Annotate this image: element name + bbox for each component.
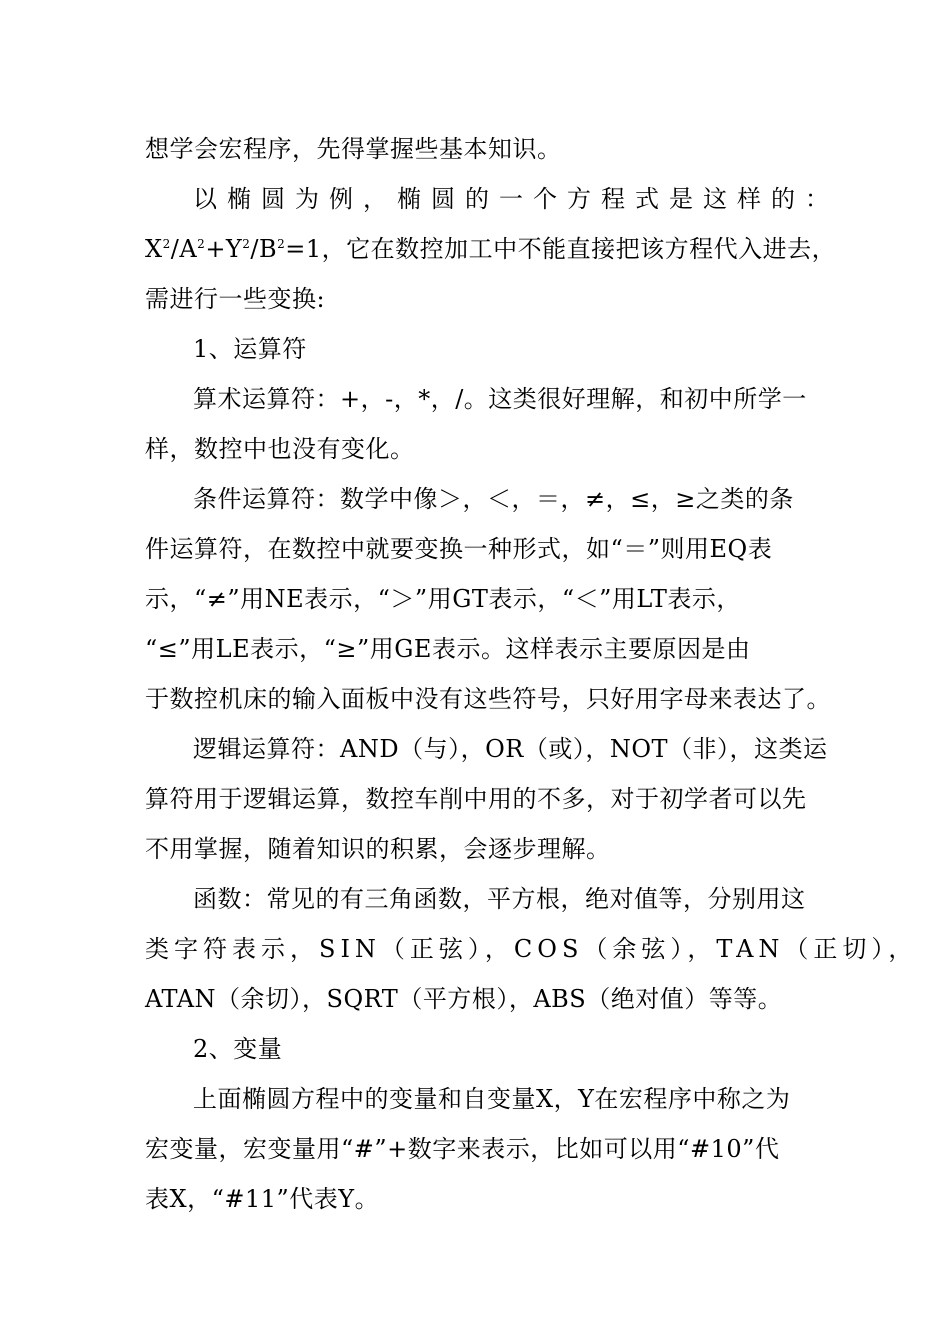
paragraph-line: 不用掌握，随着知识的积累，会逐步理解。 <box>145 835 611 863</box>
section-heading: 2、变量 <box>193 1035 283 1063</box>
paragraph-line: 逻辑运算符：AND（与），OR（或），NOT（非），这类运 <box>193 735 828 763</box>
paragraph-line: 以椭圆为例，椭圆的一个方程式是这样的： <box>193 185 839 213</box>
paragraph-line: “≤”用LE表示，“≥”用GE表示。这样表示主要原因是由 <box>145 635 751 663</box>
equation-a-exponent: 2 <box>197 237 206 251</box>
equation-b-exponent: 2 <box>277 237 286 251</box>
paragraph-line: 示，“≠”用NE表示，“＞”用GT表示，“＜”用LT表示， <box>145 585 741 613</box>
equation-y-exponent: 2 <box>242 237 251 251</box>
section-heading: 1、运算符 <box>193 335 307 363</box>
paragraph-line: 算符用于逻辑运算，数控车削中用的不多，对于初学者可以先 <box>145 785 807 813</box>
paragraph-line: 宏变量，宏变量用“#”+数字来表示，比如可以用“#10”代 <box>145 1135 780 1163</box>
equation-b: B <box>259 235 278 263</box>
paragraph-line: 件运算符，在数控中就要变换一种形式，如“＝”则用EQ表 <box>145 535 773 563</box>
paragraph-line: 算术运算符：+，-，*，/。这类很好理解，和初中所学一 <box>193 385 807 413</box>
equation <box>145 235 322 263</box>
equation-line <box>145 233 836 265</box>
equation-equals: =1 <box>285 235 322 263</box>
paragraph-text: ，它在数控加工中不能直接把该方程代入进去， <box>321 235 837 263</box>
paragraph-line: 想学会宏程序，先得掌握些基本知识。 <box>145 135 562 163</box>
paragraph-line: 函数：常见的有三角函数，平方根，绝对值等，分别用这 <box>193 885 806 913</box>
equation-plus: + <box>205 235 226 263</box>
paragraph-line: 样，数控中也没有变化。 <box>145 435 415 463</box>
equation-slash: / <box>250 235 259 263</box>
paragraph-line: 表X，“#11”代表Y。 <box>145 1185 380 1213</box>
equation-x: X <box>145 235 163 263</box>
paragraph-line: ATAN（余切），SQRT（平方根），ABS（绝对值）等等。 <box>145 985 783 1013</box>
paragraph-line: 上面椭圆方程中的变量和自变量X，Y在宏程序中称之为 <box>193 1085 791 1113</box>
paragraph-line: 类字符表示，SIN（正弦），COS（余弦），TAN（正切）， <box>145 935 918 963</box>
equation-y: Y <box>225 235 243 263</box>
equation-a: A <box>179 235 198 263</box>
paragraph-line: 条件运算符：数学中像＞，＜，＝，≠，≤，≥之类的条 <box>193 485 794 513</box>
paragraph-line: 需进行一些变换: <box>145 285 326 313</box>
paragraph-line: 于数控机床的输入面板中没有这些符号，只好用字母来表达了。 <box>145 685 831 713</box>
equation-x-exponent: 2 <box>162 237 171 251</box>
equation-slash: / <box>170 235 180 263</box>
